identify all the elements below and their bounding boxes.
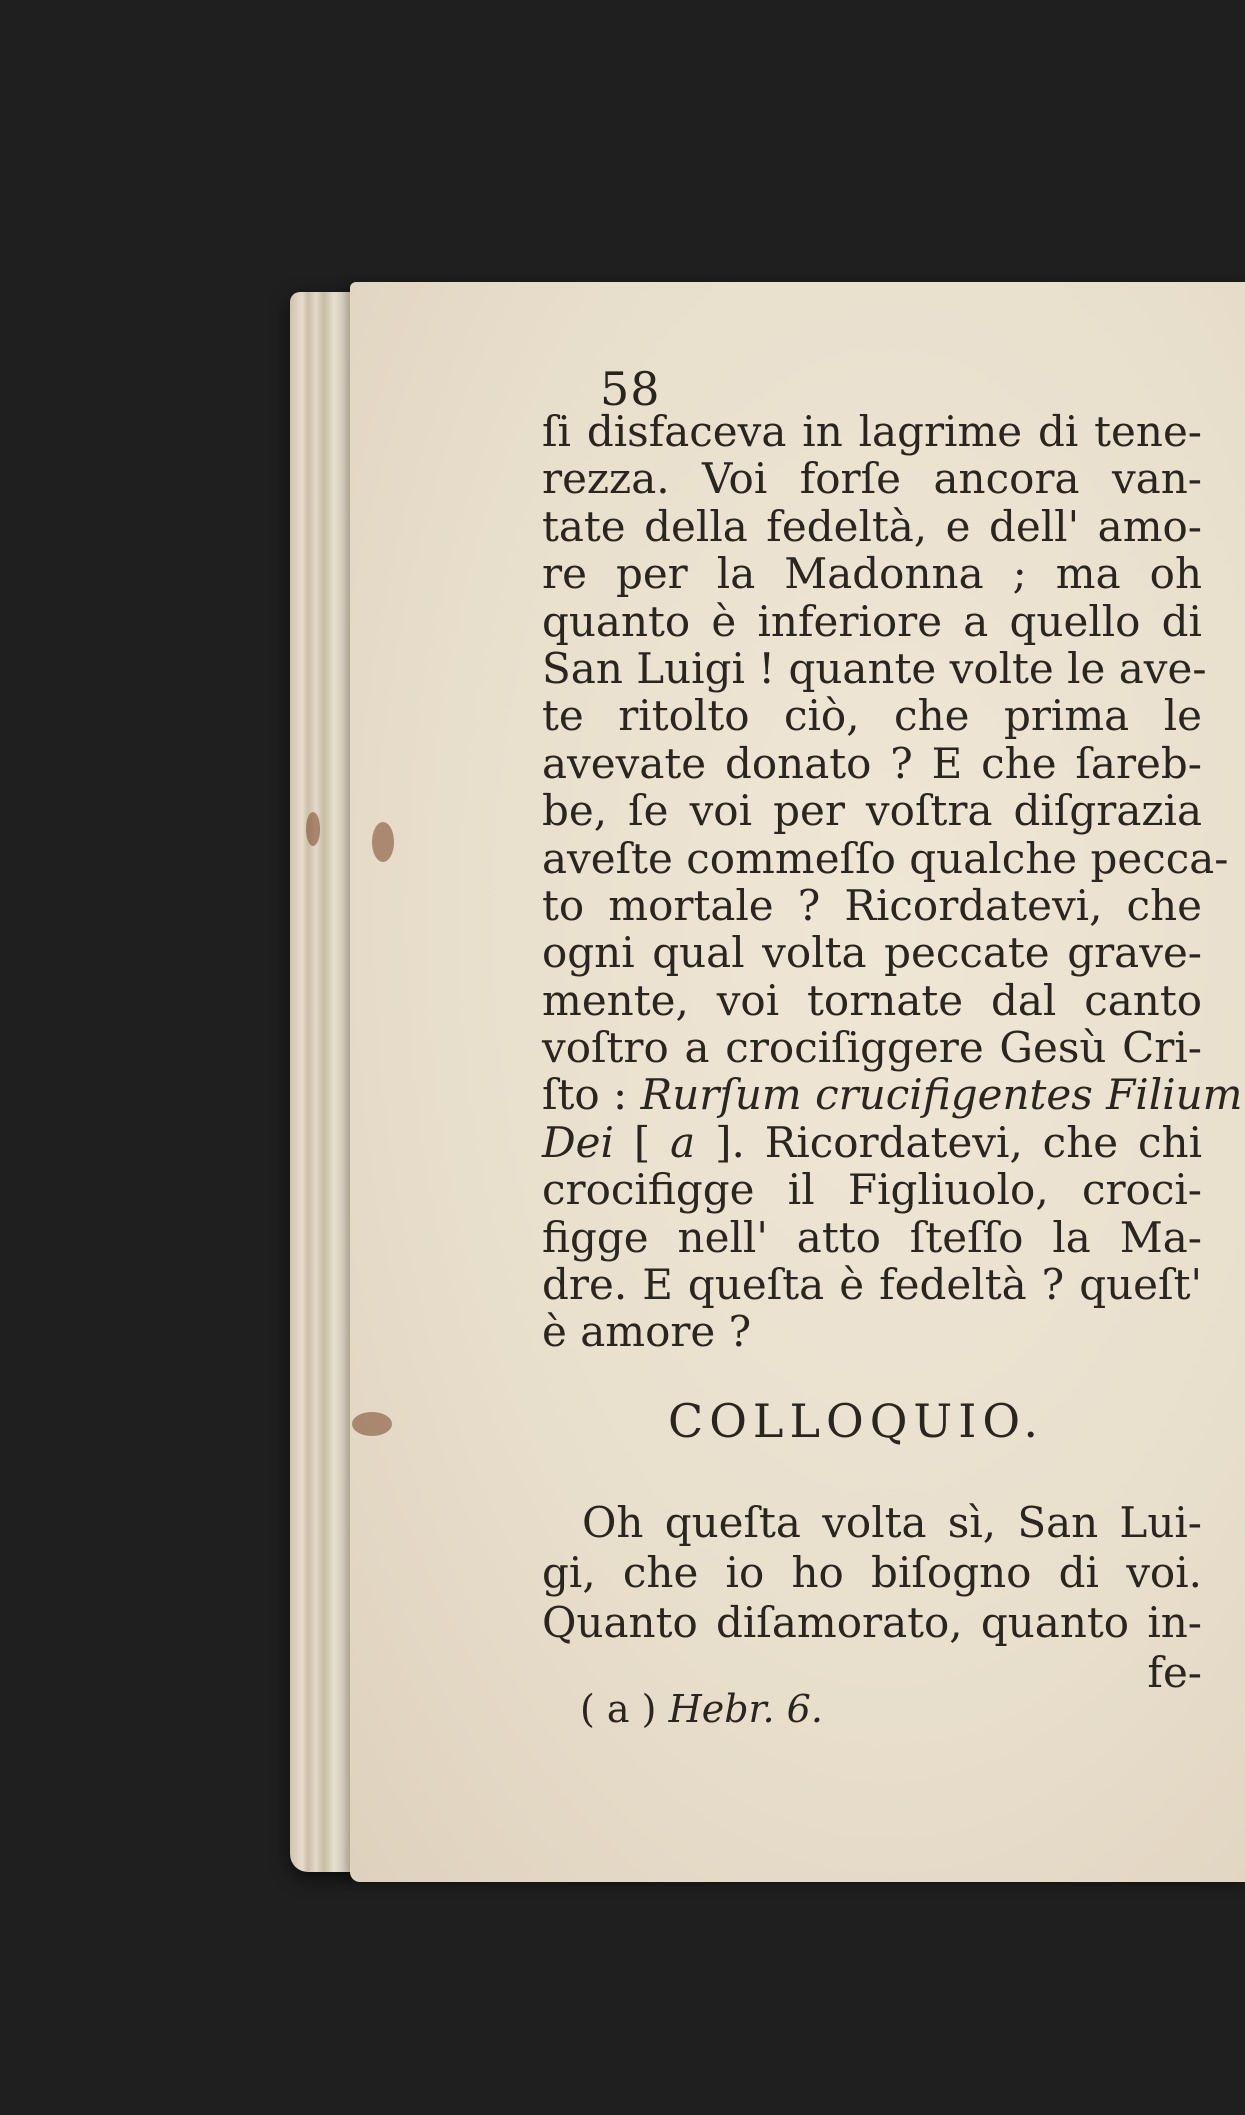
text-line: avevate donato ? E che ſareb- [542, 738, 1202, 788]
colloquio-text [542, 1498, 1202, 1698]
ink-stain [352, 1412, 392, 1436]
text-line: crocifigge il Figliuolo, croci- [542, 1165, 1202, 1215]
text-line: rezza. Voi forſe ancora van- [542, 454, 1202, 504]
footnote [580, 1687, 823, 1731]
footnote-reference: a [670, 1117, 696, 1167]
latin-quote: Rurſum crucifigentes Filium [640, 1070, 1243, 1120]
text-line-latin-quote [542, 1070, 1243, 1120]
bracket: [ [633, 1117, 651, 1167]
text-line: quanto è inferiore a quello di [542, 596, 1202, 646]
footnote-citation: Hebr. 6. [668, 1687, 823, 1731]
text-line: aveſte commeſſo qualche pecca- [542, 833, 1229, 883]
text-line: tate della fedeltà, e dell' amo- [542, 501, 1202, 551]
text-segment: ]. Ricordatevi, che chi [715, 1117, 1202, 1167]
text-line: San Luigi ! quante volte le ave- [542, 643, 1207, 693]
text-line-latin-quote [542, 1119, 1202, 1166]
text-line: te ritolto ciò, che prima le [542, 691, 1202, 741]
footnote-mark: ( a ) [580, 1687, 657, 1731]
text-line: be, ſe voi per voſtra diſgrazia [542, 786, 1202, 836]
text-line: to mortale ? Ricordatevi, che [542, 880, 1202, 930]
text-line: Oh queſta volta sì, San Lui- [582, 1498, 1202, 1547]
text-line: ſi disfaceva in lagrime di tene- [542, 407, 1202, 456]
ink-stain [372, 822, 394, 862]
text-segment: ſto : [542, 1070, 628, 1120]
text-line: dre. E queſta è fedeltà ? queſt' [542, 1260, 1202, 1310]
section-heading: COLLOQUIO. [668, 1394, 1045, 1448]
ink-stain [306, 812, 320, 846]
text-line: gi, che io ho biſogno di voi. [542, 1548, 1202, 1597]
latin-quote: Dei [542, 1117, 614, 1167]
text-line: è amore ? [542, 1307, 752, 1357]
text-line: figge nell' atto ſteſſo la Ma- [542, 1212, 1202, 1262]
text-line: mente, voi tornate dal canto [542, 975, 1202, 1025]
text-line: ogni qual volta peccate grave- [542, 928, 1202, 978]
body-text [542, 407, 1243, 1357]
text-line: voſtro a crociſiggere Gesù Cri- [542, 1023, 1202, 1073]
text-line: Quanto diſamorato, quanto in- [542, 1598, 1202, 1647]
text-line: re per la Madonna ; ma oh [542, 549, 1202, 599]
catchword: fe- [1147, 1648, 1202, 1697]
page-number: 58 [600, 362, 661, 416]
